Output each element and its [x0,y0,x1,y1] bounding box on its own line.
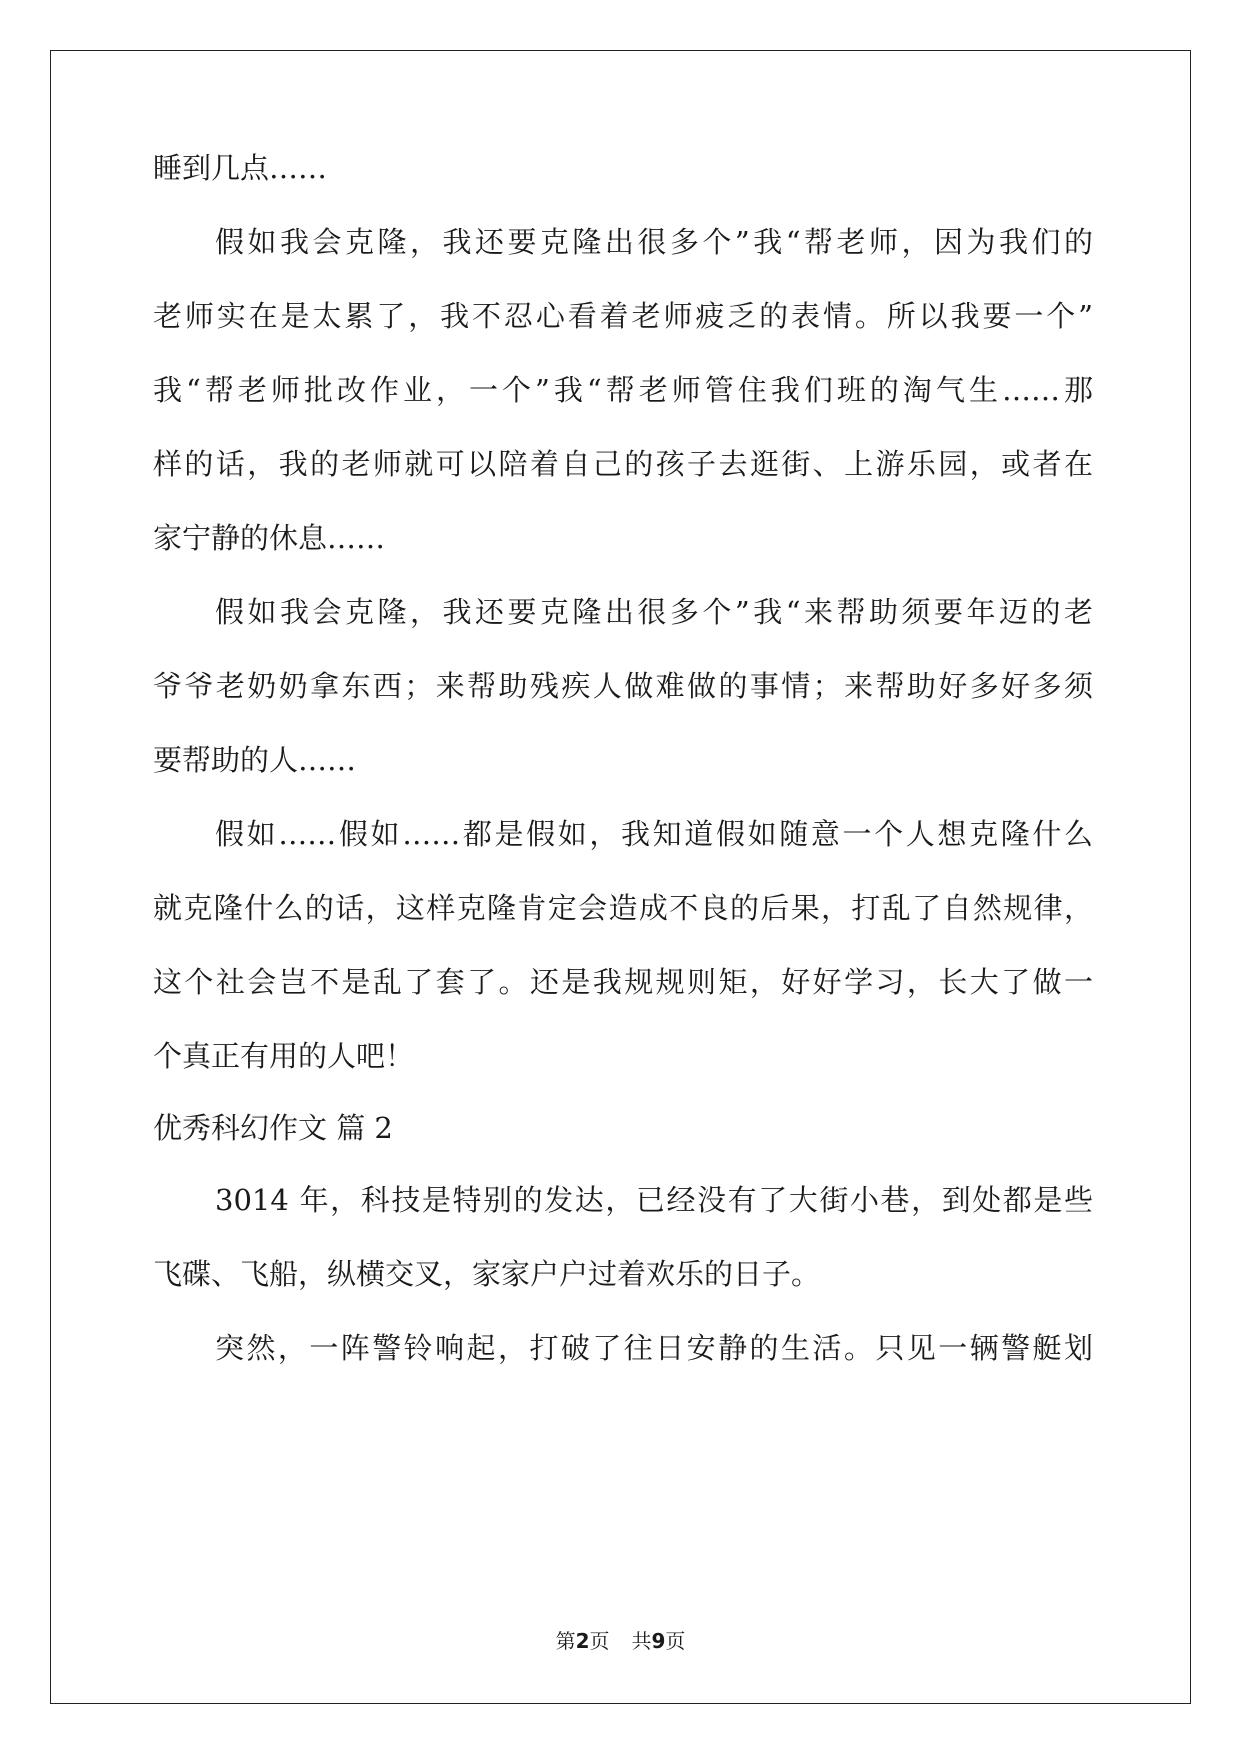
paragraph-first-line: 假如……假如……都是假如，我知道假如随意一个人想克隆什么 [215,817,1093,851]
body-line: 睡到几点…… [153,151,328,185]
paragraph-first-line: 3014 年，科技是特别的发达，已经没有了大街小巷，到处都是些 [215,1183,1093,1217]
page-label-prefix: 第 [555,1629,576,1653]
page-footer [0,1628,1241,1654]
paragraph-first-line: 突然，一阵警铃响起，打破了往日安静的生活。只见一辆警艇划 [215,1331,1093,1365]
body-line: 要帮助的人…… [153,743,357,777]
page-label-suffix: 页 [589,1629,610,1653]
page-current-number: 2 [575,1629,590,1653]
body-line: 老师实在是太累了，我不忍心看着老师疲乏的表情。所以我要一个” [153,299,1093,333]
total-label-prefix: 共 [631,1629,652,1653]
body-line: 个真正有用的人吧！ [153,1039,415,1073]
total-label-suffix: 页 [665,1629,686,1653]
body-line: 我“帮老师批改作业，一个”我“帮老师管住我们班的淘气生……那 [153,373,1093,407]
section-heading: 优秀科幻作文 篇 2 [153,1111,393,1145]
body-line: 就克隆什么的话，这样克隆肯定会造成不良的后果，打乱了自然规律， [153,891,1093,925]
total-pages-number: 9 [651,1629,666,1653]
body-line: 这个社会岂不是乱了套了。还是我规规则矩，好好学习，长大了做一 [153,965,1093,999]
body-line: 爷爷老奶奶拿东西；来帮助残疾人做难做的事情；来帮助好多好多须 [153,669,1093,703]
body-line: 家宁静的休息…… [153,521,386,555]
body-line: 飞碟、飞船，纵横交叉，家家户户过着欢乐的日子。 [153,1257,821,1291]
body-line: 样的话，我的老师就可以陪着自己的孩子去逛街、上游乐园，或者在 [153,447,1093,481]
paragraph-first-line: 假如我会克隆，我还要克隆出很多个”我“帮老师，因为我们的 [215,225,1093,259]
paragraph-first-line: 假如我会克隆，我还要克隆出很多个”我“来帮助须要年迈的老 [215,595,1093,629]
